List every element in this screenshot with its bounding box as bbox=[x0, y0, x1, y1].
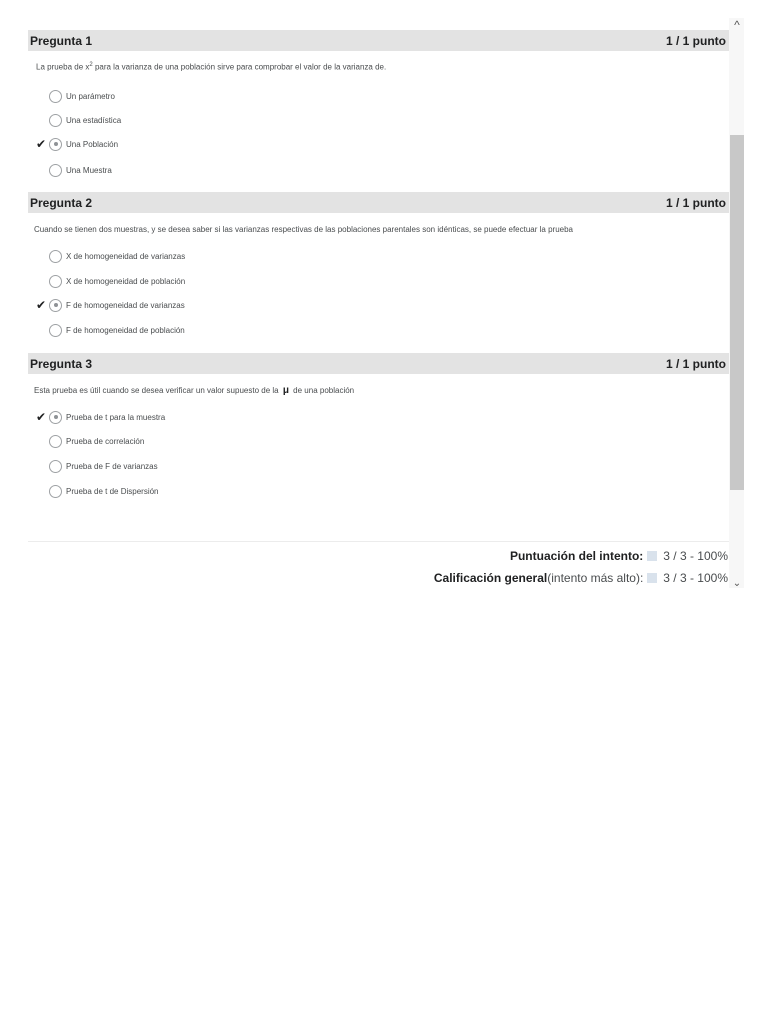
question-text-end: para la varianza de una población sirve para comprobar el valor de la varianza de. bbox=[92, 62, 387, 72]
question-points: 1 / 1 punto bbox=[666, 33, 726, 48]
mu-symbol: μ bbox=[282, 385, 289, 396]
option-label: Prueba de t de Dispersión bbox=[66, 486, 159, 496]
question-points: 1 / 1 punto bbox=[666, 195, 726, 210]
option-label: F de homogeneidad de varianzas bbox=[66, 300, 185, 310]
radio-button-selected[interactable] bbox=[49, 299, 62, 312]
option-label: F de homogeneidad de población bbox=[66, 325, 185, 335]
question-text-end: de una población bbox=[290, 386, 355, 395]
attempt-score-row bbox=[510, 549, 728, 563]
option-label: Prueba de correlación bbox=[66, 436, 145, 446]
radio-button[interactable] bbox=[49, 90, 62, 103]
attempt-score-value: 3 / 3 - 100% bbox=[663, 549, 728, 563]
answer-option bbox=[28, 433, 144, 449]
answer-option-selected bbox=[28, 297, 185, 313]
overall-score-label: Calificación general bbox=[433, 571, 548, 585]
overall-score-label-detail: (intento más alto): bbox=[547, 571, 644, 585]
answer-option bbox=[28, 162, 112, 178]
question-2 bbox=[28, 192, 729, 352]
option-label: Una Población bbox=[66, 139, 119, 149]
option-label: Un parámetro bbox=[66, 91, 115, 101]
radio-button[interactable] bbox=[49, 485, 62, 498]
question-1 bbox=[28, 30, 729, 190]
answer-option bbox=[28, 112, 121, 128]
radio-button[interactable] bbox=[49, 435, 62, 448]
answer-option bbox=[28, 248, 185, 264]
overall-score-icon bbox=[647, 573, 657, 583]
answer-option-selected bbox=[28, 409, 165, 425]
option-label: X de homogeneidad de varianzas bbox=[66, 251, 186, 261]
question-text-start: La prueba de x bbox=[36, 62, 90, 72]
attempt-score-label: Puntuación del intento: bbox=[509, 549, 644, 563]
chevron-up-icon[interactable]: ^ bbox=[734, 18, 740, 32]
option-label: Una estadística bbox=[66, 115, 122, 125]
question-text bbox=[36, 62, 386, 72]
answer-option bbox=[28, 88, 115, 104]
radio-button[interactable] bbox=[49, 164, 62, 177]
question-text-start: Esta prueba es útil cuando se desea verificar un valor supuesto de la bbox=[34, 386, 281, 395]
question-title: Pregunta 2 bbox=[30, 195, 93, 210]
question-points: 1 / 1 punto bbox=[666, 356, 726, 371]
radio-button-selected[interactable] bbox=[49, 411, 62, 424]
checkmark-icon: ✔ bbox=[35, 137, 46, 151]
summary-divider bbox=[28, 541, 729, 542]
answer-option bbox=[28, 483, 159, 499]
attempt-score-icon bbox=[647, 551, 657, 561]
checkmark-icon: ✔ bbox=[35, 410, 46, 424]
question-text-superscript: 2 bbox=[89, 62, 93, 68]
question-title: Pregunta 1 bbox=[30, 33, 93, 48]
scrollbar-thumb[interactable] bbox=[730, 135, 744, 490]
overall-score-row bbox=[434, 571, 728, 585]
answer-option bbox=[28, 322, 185, 338]
option-label: Una Muestra bbox=[66, 165, 112, 175]
option-label: X de homogeneidad de población bbox=[66, 276, 186, 286]
radio-button[interactable] bbox=[49, 275, 62, 288]
question-3 bbox=[28, 353, 729, 513]
radio-button[interactable] bbox=[49, 460, 62, 473]
checkmark-icon: ✔ bbox=[35, 298, 46, 312]
answer-option bbox=[28, 458, 158, 474]
option-label: Prueba de F de varianzas bbox=[66, 461, 158, 471]
answer-option bbox=[28, 273, 185, 289]
answer-option-selected bbox=[28, 136, 118, 152]
option-label: Prueba de t para la muestra bbox=[66, 412, 166, 422]
radio-button[interactable] bbox=[49, 250, 62, 263]
question-text: Cuando se tienen dos muestras, y se desea saber si las varianzas respectivas de las poblaciones parentales son idénticas, se puede efectuar la prueba bbox=[34, 225, 573, 234]
question-header bbox=[28, 30, 729, 51]
radio-button[interactable] bbox=[49, 114, 62, 127]
question-header bbox=[28, 353, 729, 374]
overall-score-value: 3 / 3 - 100% bbox=[663, 571, 728, 585]
radio-button[interactable] bbox=[49, 324, 62, 337]
chevron-down-icon[interactable]: ⌄ bbox=[732, 578, 742, 589]
radio-button-selected[interactable] bbox=[49, 138, 62, 151]
question-header bbox=[28, 192, 729, 213]
question-text bbox=[34, 385, 354, 396]
question-title: Pregunta 3 bbox=[30, 356, 93, 371]
